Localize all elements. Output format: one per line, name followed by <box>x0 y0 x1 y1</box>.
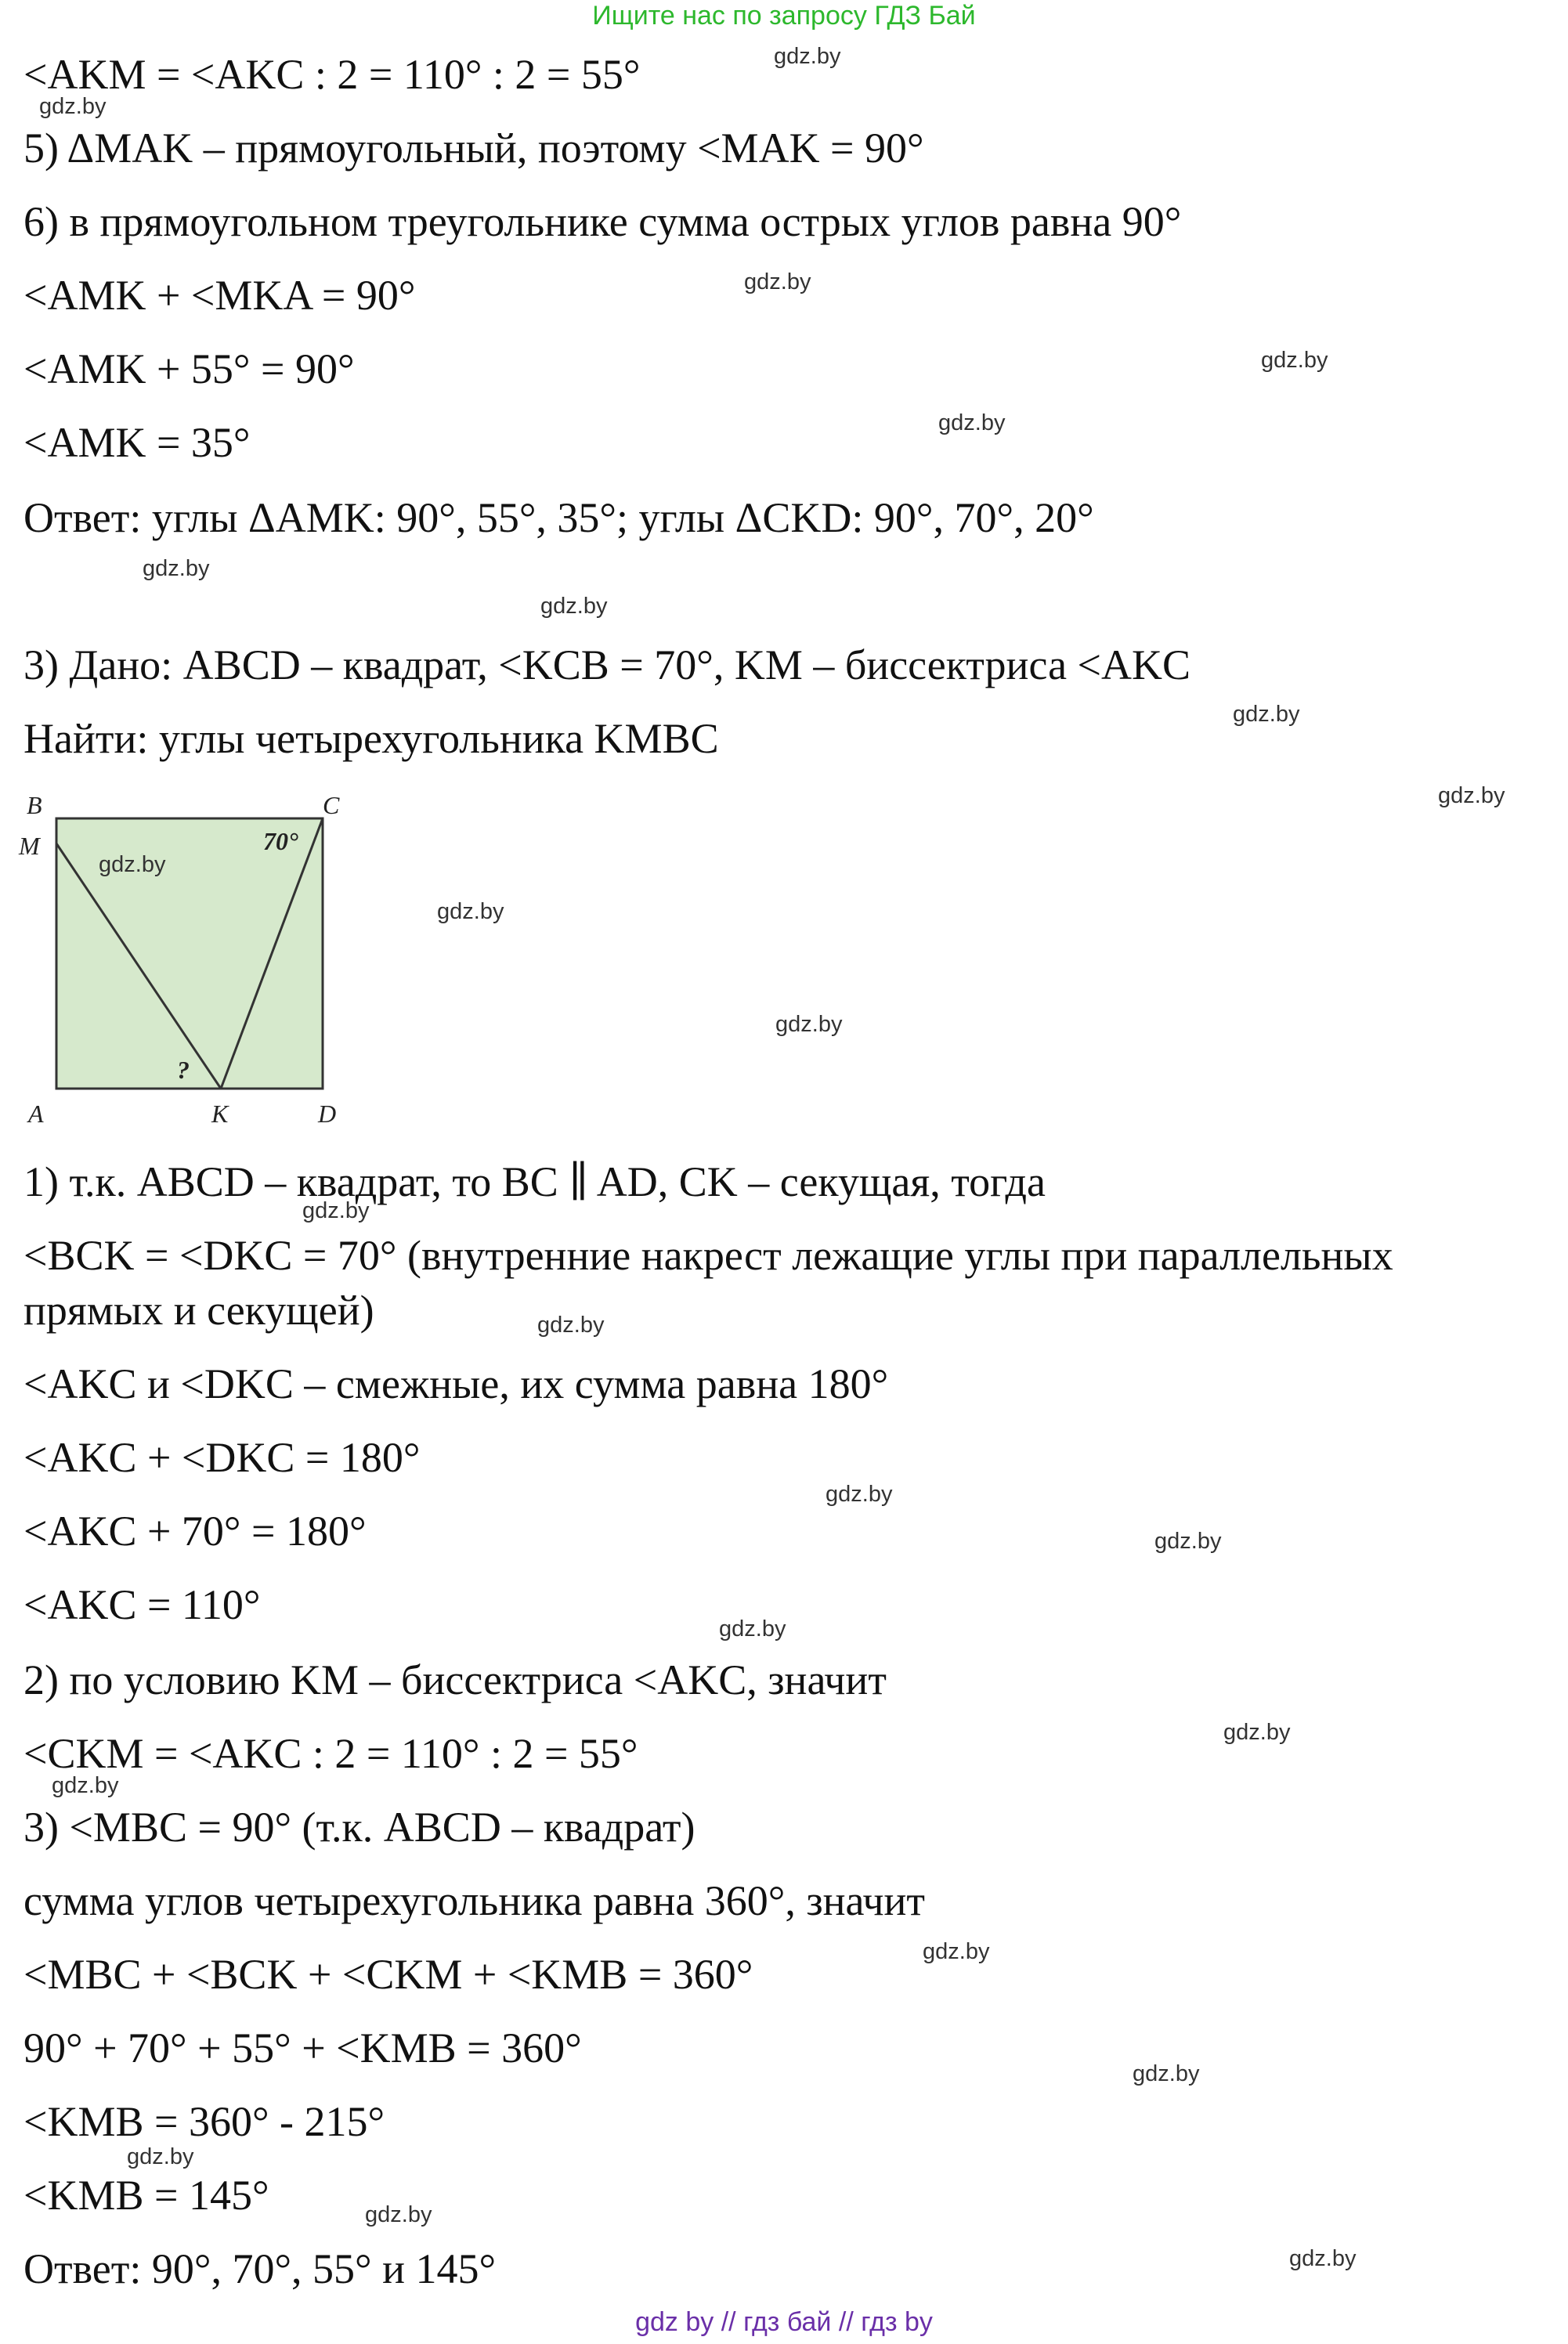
solution-line: <BCK = <DKC = 70° (внутренние накрест лежащие углы при параллельных <box>23 1232 1393 1279</box>
solution-line: <AKC = 110° <box>23 1581 261 1628</box>
watermark: gdz.by <box>923 1939 990 1964</box>
solution-line: <KMB = 145° <box>23 2172 269 2219</box>
watermark: gdz.by <box>365 2202 432 2227</box>
solution-line: прямых и секущей) <box>23 1287 374 1334</box>
watermark: gdz.by <box>1154 1529 1222 1554</box>
square-figure <box>16 787 360 1132</box>
solution-line: 3) <MBC = 90° (т.к. ABCD – квадрат) <box>23 1804 695 1851</box>
task-given: 3) Дано: ABCD – квадрат, <KCB = 70°, KM – биссектриса <AKC <box>23 641 1191 688</box>
watermark: gdz.by <box>437 899 504 924</box>
watermark: gdz.by <box>744 269 811 294</box>
solution-line: 6) в прямоугольном треугольнике сумма острых углов равна 90° <box>23 198 1182 245</box>
watermark: gdz.by <box>775 1012 843 1037</box>
answer-line: Ответ: 90°, 70°, 55° и 145° <box>23 2245 497 2292</box>
watermark: gdz.by <box>1233 702 1300 727</box>
watermark: gdz.by <box>1261 348 1328 373</box>
watermark: gdz.by <box>537 1313 605 1338</box>
solution-line: <AKM = <AKC : 2 = 110° : 2 = 55° <box>23 51 641 98</box>
solution-line: 5) ΔMAK – прямоугольный, поэтому <MAK = 90° <box>23 125 924 172</box>
label-k: K <box>211 1100 229 1128</box>
watermark: gdz.by <box>1438 783 1505 808</box>
answer-line: Ответ: углы ΔAMK: 90°, 55°, 35°; углы ΔCKD: 90°, 70°, 20° <box>23 494 1094 541</box>
label-a: A <box>28 1100 44 1128</box>
solution-line: <AKC + <DKC = 180° <box>23 1434 421 1481</box>
angle-c-label: 70° <box>263 827 298 855</box>
watermark: gdz.by <box>127 2144 194 2169</box>
watermark: gdz.by <box>719 1616 786 1642</box>
watermark: gdz.by <box>1133 2061 1200 2086</box>
solution-line: 1) т.к. ABCD – квадрат, то BC ∥ AD, CK – секущая, тогда <box>23 1158 1046 1205</box>
watermark: gdz.by <box>39 94 107 119</box>
solution-line: <AMK = 35° <box>23 419 251 466</box>
label-c: C <box>323 791 340 819</box>
watermark: gdz.by <box>1289 2246 1357 2271</box>
watermark: gdz.by <box>52 1773 119 1798</box>
label-b: B <box>27 791 42 819</box>
watermark: gdz.by <box>774 44 841 69</box>
footer-link-gdz-by-cyr[interactable]: гдз by <box>861 2307 933 2337</box>
angle-k-label: ? <box>177 1056 190 1084</box>
footer-separator: // <box>721 2307 736 2337</box>
label-d: D <box>318 1100 337 1128</box>
task-find: Найти: углы четырехугольника KMBC <box>23 715 719 762</box>
watermark: gdz.by <box>826 1482 893 1507</box>
watermark: gdz.by <box>938 410 1006 435</box>
solution-line: сумма углов четырехугольника равна 360°, значит <box>23 1877 926 1924</box>
watermark: gdz.by <box>143 556 210 581</box>
solution-line: <AKC и <DKC – смежные, их сумма равна 180° <box>23 1360 889 1407</box>
top-banner[interactable] <box>0 0 1568 31</box>
solution-line: 90° + 70° + 55° + <KMB = 360° <box>23 2024 582 2071</box>
footer-separator: // <box>838 2307 854 2337</box>
solution-line: <AMK + 55° = 90° <box>23 345 355 392</box>
footer-link-gdz-by[interactable]: gdz by <box>635 2307 714 2337</box>
footer-links <box>0 2306 1568 2338</box>
solution-line: <MBC + <BCK + <CKM + <KMB = 360° <box>23 1951 753 1998</box>
solution-line: <AKC + 70° = 180° <box>23 1508 367 1555</box>
top-banner-text[interactable]: Ищите нас по запросу ГДЗ Бай <box>592 1 976 31</box>
solution-line: 2) по условию KM – биссектриса <AKC, значит <box>23 1656 887 1703</box>
solution-line: <KMB = 360° - 215° <box>23 2098 385 2145</box>
label-m: M <box>19 832 40 860</box>
solution-line: <AMK + <MKA = 90° <box>23 272 416 319</box>
watermark: gdz.by <box>99 852 166 877</box>
solution-line: <CKM = <AKC : 2 = 110° : 2 = 55° <box>23 1730 638 1777</box>
watermark: gdz.by <box>1223 1720 1291 1745</box>
square-abcd <box>56 818 323 1089</box>
footer-link-gdz-bai[interactable]: гдз бай <box>743 2307 832 2337</box>
watermark: gdz.by <box>302 1198 370 1223</box>
watermark: gdz.by <box>540 594 608 619</box>
